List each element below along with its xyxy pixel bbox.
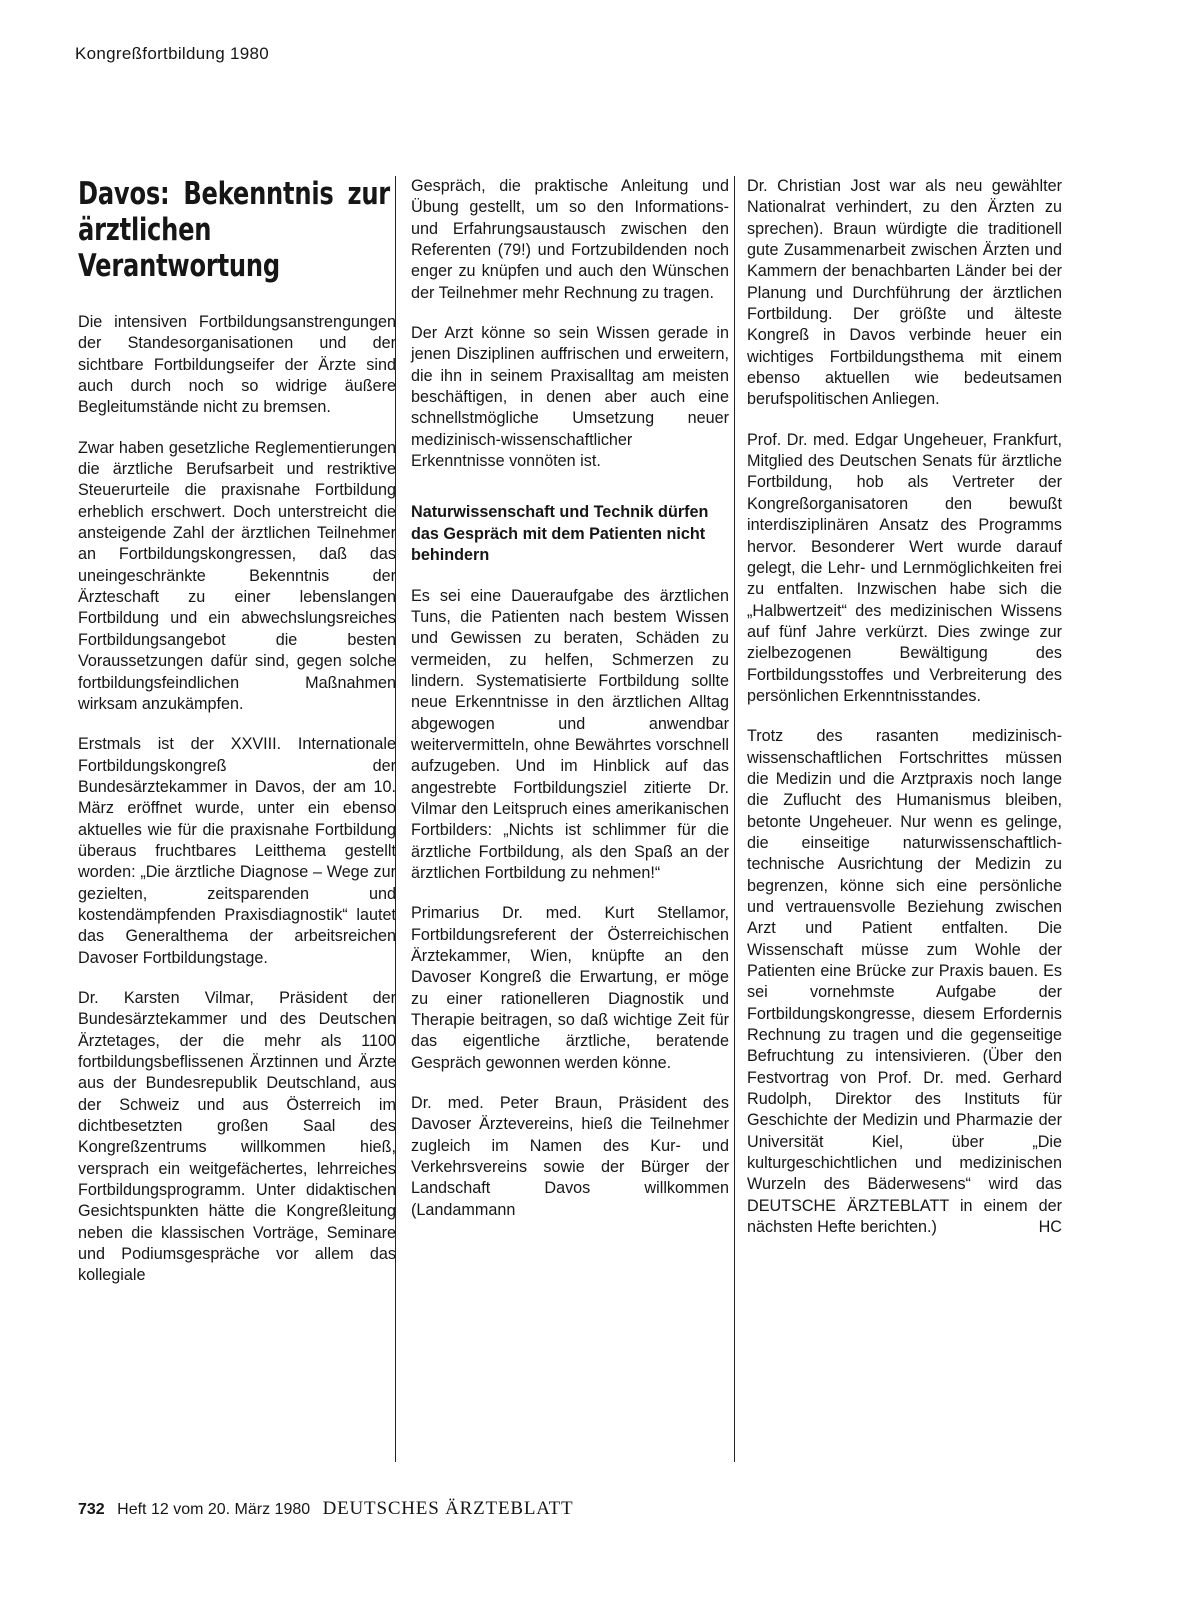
column-rule-right	[734, 176, 735, 1462]
paragraph: Gespräch, die praktische Anleitung und Übung gestellt, um so den Informations- und Erfahrungsaustausch zwischen den Referenten (79!) und Fortzubildenden noch enger zu knüpfen und auch den Wünschen der Teilnehmer mehr Rechnung zu tragen.	[411, 177, 729, 302]
column-3	[747, 176, 1062, 1258]
page-number: 732	[78, 1501, 105, 1518]
paragraph: Es sei eine Daueraufgabe des ärztlichen Tuns, die Patienten nach bestem Wissen und Gewissen zu beraten, Schäden zu vermeiden, zu helfen, Schmerzen zu lindern. Systematisierte Fortbildung sollte neue Erkenntnisse in den ärztlichen Alltag abgewogen und anwendbar weitervermitteln, ohne Bewährtes vorschnell aufzugeben. Und im Hinblick auf das angestrebte Fortbildungsziel zitierte Dr. Vilmar den Leitspruch eines amerikanischen Fortbilders: „Nichts ist schlimmer für die ärztliche Fortbildung, als den Spaß an der ärztlichen Fortbildung zu nehmen!“	[411, 586, 729, 882]
paragraph: Zwar haben gesetzliche Reglementierungen die ärztliche Berufsarbeit und restriktive Steuerurteile die praxisnahe Fortbildung erheblich erschwert. Doch unterstreicht die ansteigende Zahl der ärztlichen Teilnehmer an Fortbildungskongressen, daß das uneingeschränkte Bekenntnis der Ärzteschaft zu einer lebenslangen Fortbildung und ein abwechslungsreiches Fortbildungsangebot die besten Voraussetzungen dafür sind, gegen solche fortbildungsfeindlichen Maßnahmen wirksam anzukämpfen.	[78, 438, 396, 713]
column-1	[78, 176, 396, 1306]
paragraph: Erstmals ist der XXVIII. Internationale Fortbildungskongreß der Bundesärztekammer in Davos, der am 10. März eröffnet wurde, unter ein ebenso aktuelles wie für die praxisnahe Fortbildung überaus fruchtbares Leitthema gestellt worden: „Die ärztliche Diagnose – Wege zur gezielten, zeitsparenden und kostendämpfenden Praxisdiagnostik“ lautet das Generalthema der arbeitsreichen Davoser Fortbildungstage.	[78, 735, 396, 967]
paragraph: Dr. Karsten Vilmar, Präsident der Bundesärztekammer und des Deutschen Ärztetages, der die mehr als 1100 fortbildungsbeflissenen Ärztinnen und Ärzte aus der Bundesrepublik Deutschland, aus der Schweiz und aus Österreich im dichtbesetzten großen Saal des Kongreßzentrums willkommen hieß, versprach ein weitgefächertes, lehrreiches Fortbildungsprogramm. Unter didaktischen Gesichtspunkten hätte die Kongreßleitung neben die klassischen Vorträge, Seminare und Podiumsgespräche vor allem das kollegiale	[78, 988, 396, 1285]
paragraph: Die intensiven Fortbildungsanstrengungen der Standesorganisationen und der sichtbare Fortbildungseifer der Ärzte sind auch durch noch so widrige äußere Begleitumstände nicht zu bremsen.	[78, 313, 396, 417]
paragraph-text: Trotz des rasanten medizinisch-wissenschaftlichen Fortschrittes müssen die Medizin und die Arztpraxis noch lange die Zuflucht des Humanismus bleiben, betonte Ungeheuer. Nur wenn es gelinge, die einseitige naturwissenschaftlich-technische Ausrichtung der Medizin zu begrenzen, könne sich eine persönliche und vertrauensvolle Beziehung zwischen Arzt und Patient entfalten. Die Wissenschaft müsse zum Wohle der Patienten eine Brücke zur Praxis bauen. Es sei vornehmste Aufgabe der Fortbildungskongresse, diesem Erfordernis Rechnung zu tragen und die gegenseitige Befruchtung zu intensivieren. (Über den Festvortrag von Prof. Dr. med. Gerhard Rudolph, Direktor des Instituts für Geschichte der Medizin und Pharmazie der Universität Kiel, über „Die kulturgeschichtlichen und medizinischen Wurzeln des Bäderwesens“ wird das DEUTSCHE ÄRZTEBLATT in einem der nächsten Hefte berichten.)	[747, 727, 1062, 1237]
section-subheading: Naturwissenschaft und Technik dürfen das Gespräch mit dem Patienten nicht behindern	[411, 503, 709, 565]
paragraph: Der Arzt könne so sein Wissen gerade in jenen Disziplinen auffrischen und erweitern, die ihn in seinem Praxisalltag am meisten beschäftigen, in denen aber auch eine schnellstmögliche Umsetzung neuer medizinisch-wissenschaftlicher Erkenntnisse vonnöten ist.	[411, 324, 729, 471]
paragraph: Primarius Dr. med. Kurt Stellamor, Fortbildungsreferent der Österreichischen Ärztekammer, Wien, knüpfte an den Davoser Kongreß die Erwartung, er möge zu einer rationelleren Diagnostik und Therapie beitragen, so daß wichtige Zeit für das eigentliche ärztliche, beratende Gespräch gewonnen werden könne.	[411, 904, 729, 1072]
section-header: Kongreßfortbildung 1980	[75, 44, 270, 63]
article-headline: Davos: Bekenntnis zur ärztlichen Verantwortung	[78, 176, 390, 284]
paragraph: Dr. Christian Jost war als neu gewählter Nationalrat verhindert, zu den Ärzten zu sprechen). Braun würdigte die traditionell gute Zusammenarbeit zwischen Ärzten und Kammern der benachbarten Länder bei der Planung und Durchführung der ärztlichen Fortbildung. Der größte und älteste Kongreß in Davos verbinde heuer ein wichtiges Fortbildungsthema mit einem ebenso aktuellen wie bedeutsamen berufspolitischen Anliegen.	[747, 177, 1062, 409]
paragraph: Dr. med. Peter Braun, Präsident des Davoser Ärztevereins, hieß die Teilnehmer zugleich im Namen des Kur- und Verkehrsvereins sowie der Bürger der Landschaft Davos willkommen (Landammann	[411, 1094, 729, 1219]
author-signature: HC	[1038, 1218, 1062, 1237]
issue-info: Heft 12 vom 20. März 1980	[117, 1501, 311, 1518]
paragraph	[747, 726, 1062, 1238]
masthead: DEUTSCHES ÄRZTEBLATT	[322, 1498, 574, 1519]
paragraph: Prof. Dr. med. Edgar Ungeheuer, Frankfurt, Mitglied des Deutschen Senats für ärztliche Fortbildung, hob als Vertreter der Kongreßorganisatoren den bewußt interdisziplinären Ansatz des Programms hervor. Besonderer Wert wurde darauf gelegt, die Lehr- und Lernmöglichkeiten frei zu entfalten. Inzwischen habe sich die „Halbwertzeit“ des medizinischen Wissens auf fünf Jahre verkürzt. Dies zwinge zur zielbezogenen Bewältigung des Fortbildungsstoffes und Verbreiterung des persönlichen Erkenntnisstandes.	[747, 430, 1062, 705]
column-2	[411, 176, 729, 1240]
page-footer	[78, 1498, 573, 1520]
